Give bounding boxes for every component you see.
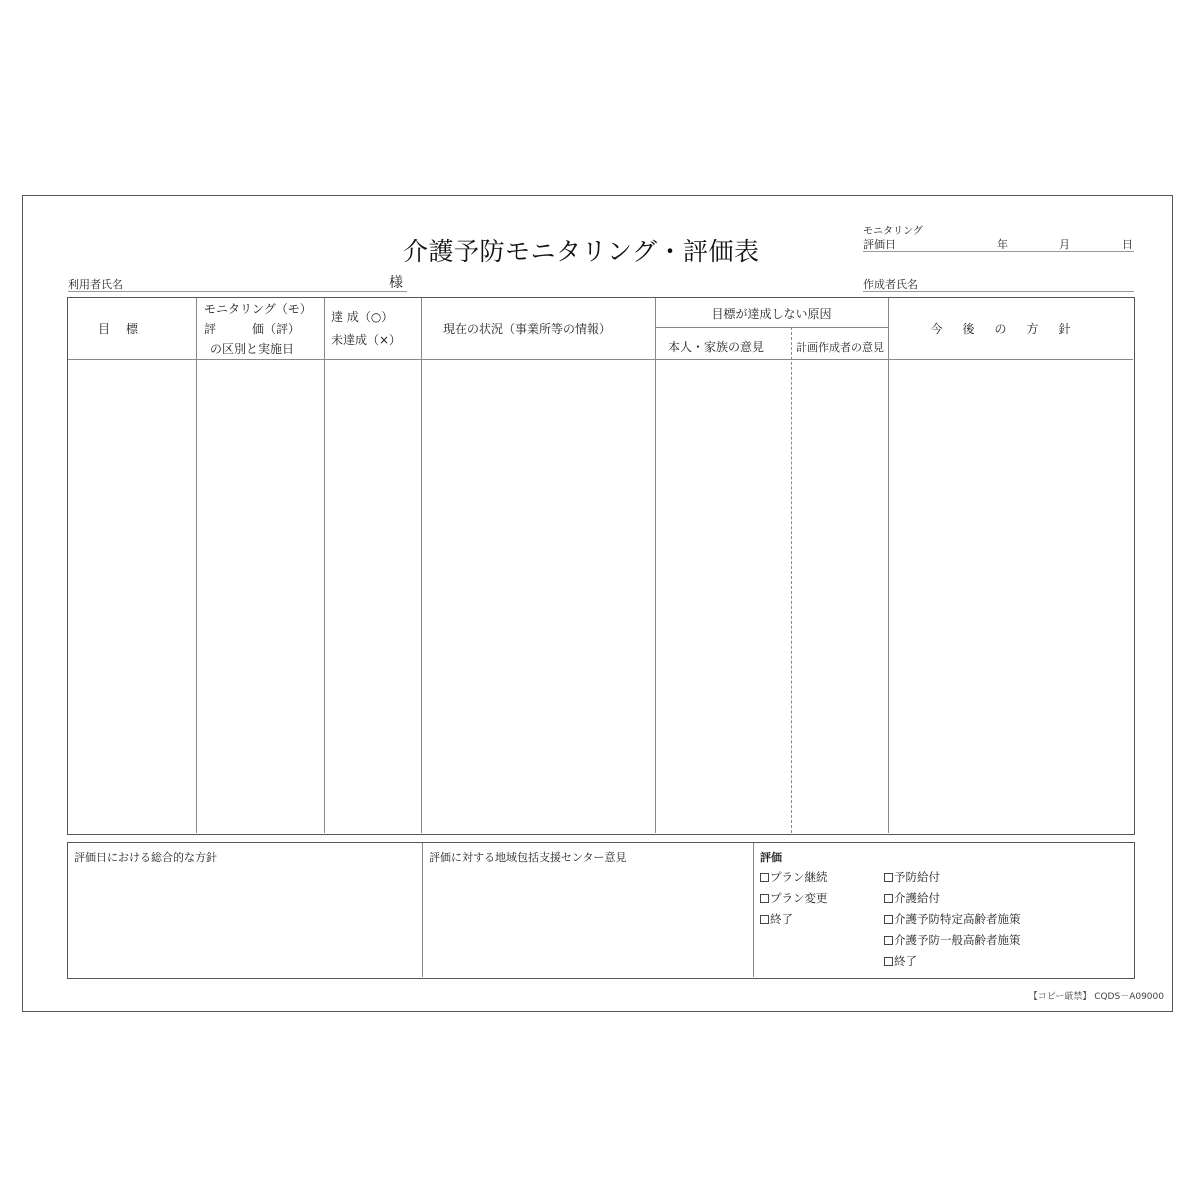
option-label: 終了 <box>770 912 793 926</box>
col-achieve-header-1: 達 成（○） <box>331 310 394 324</box>
date-year-label: 年 <box>997 238 1008 251</box>
option-end[interactable] <box>760 911 793 927</box>
col-future-header: 今後の方針 <box>930 322 1091 336</box>
col-divider-dashed <box>791 327 792 833</box>
col-divider <box>888 298 889 833</box>
center-opinion-label: 評価に対する地域包括支援センター意見 <box>429 851 627 864</box>
option-specific-elderly[interactable] <box>884 911 1021 927</box>
user-name-underline <box>68 291 407 292</box>
option-end-right[interactable] <box>884 953 917 969</box>
copyright-code: 【コピー厳禁】 CQDS－A09000 <box>1028 992 1164 1002</box>
col-divider <box>324 298 325 833</box>
date-month-label: 月 <box>1059 238 1070 251</box>
honorific-label: 様 <box>389 275 403 291</box>
option-label: 予防給付 <box>894 870 940 884</box>
option-label: 介護予防特定高齢者施策 <box>894 912 1021 926</box>
col-goal-text: 目 標 <box>98 322 141 336</box>
user-name-label: 利用者氏名 <box>68 278 123 291</box>
checkbox-icon[interactable] <box>760 894 769 903</box>
checkbox-icon[interactable] <box>760 915 769 924</box>
option-label: 終了 <box>894 954 917 968</box>
eval-date-underline <box>863 251 1134 252</box>
col-monitor-header-2: 評 価（評） <box>204 322 301 336</box>
option-plan-continue[interactable] <box>760 869 828 885</box>
col-achieve-header-2: 未達成（×） <box>331 333 402 347</box>
evaluation-label: 評価 <box>760 851 782 864</box>
checkbox-icon[interactable] <box>760 873 769 882</box>
creator-name-underline <box>863 291 1134 292</box>
option-label: 介護給付 <box>894 891 940 905</box>
checkbox-icon[interactable] <box>884 873 893 882</box>
option-label: プラン継続 <box>770 870 828 884</box>
col-divider <box>196 298 197 833</box>
col-divider <box>655 298 656 833</box>
col-reason-header: 目標が達成しない原因 <box>711 307 832 321</box>
checkbox-icon[interactable] <box>884 894 893 903</box>
footer-table <box>67 842 1135 979</box>
checkbox-icon[interactable] <box>884 936 893 945</box>
checkbox-icon[interactable] <box>884 957 893 966</box>
col-monitor-header-1: モニタリング（モ） <box>204 302 312 316</box>
col-reason-self-header: 本人・家族の意見 <box>668 340 765 354</box>
checkbox-icon[interactable] <box>884 915 893 924</box>
col-divider <box>421 298 422 833</box>
col-goal-header <box>98 320 140 337</box>
option-plan-change[interactable] <box>760 890 828 906</box>
eval-date-label: 評価日 <box>863 238 896 251</box>
overall-policy-label: 評価日における総合的な方針 <box>74 851 217 864</box>
reason-subheader-divider <box>655 327 888 328</box>
footer-col-divider <box>753 843 754 977</box>
monitoring-label: モニタリング <box>863 226 923 237</box>
header-divider <box>68 359 1133 360</box>
option-general-elderly[interactable] <box>884 932 1021 948</box>
footer-col-divider <box>422 843 423 977</box>
form-title: 介護予防モニタリング・評価表 <box>403 237 760 266</box>
main-table <box>67 297 1135 835</box>
option-care-benefit[interactable] <box>884 890 940 906</box>
col-monitor-header-3: の区別と実施日 <box>210 342 295 356</box>
option-label: 介護予防一般高齢者施策 <box>894 933 1021 947</box>
creator-name-label: 作成者氏名 <box>863 278 918 291</box>
form-sheet <box>22 195 1173 1012</box>
option-prevention-benefit[interactable] <box>884 869 940 885</box>
date-day-label: 日 <box>1122 238 1133 251</box>
col-status-header: 現在の状況（事業所等の情報） <box>443 322 612 336</box>
col-reason-planner-header: 計画作成者の意見 <box>796 341 884 354</box>
option-label: プラン変更 <box>770 891 828 905</box>
